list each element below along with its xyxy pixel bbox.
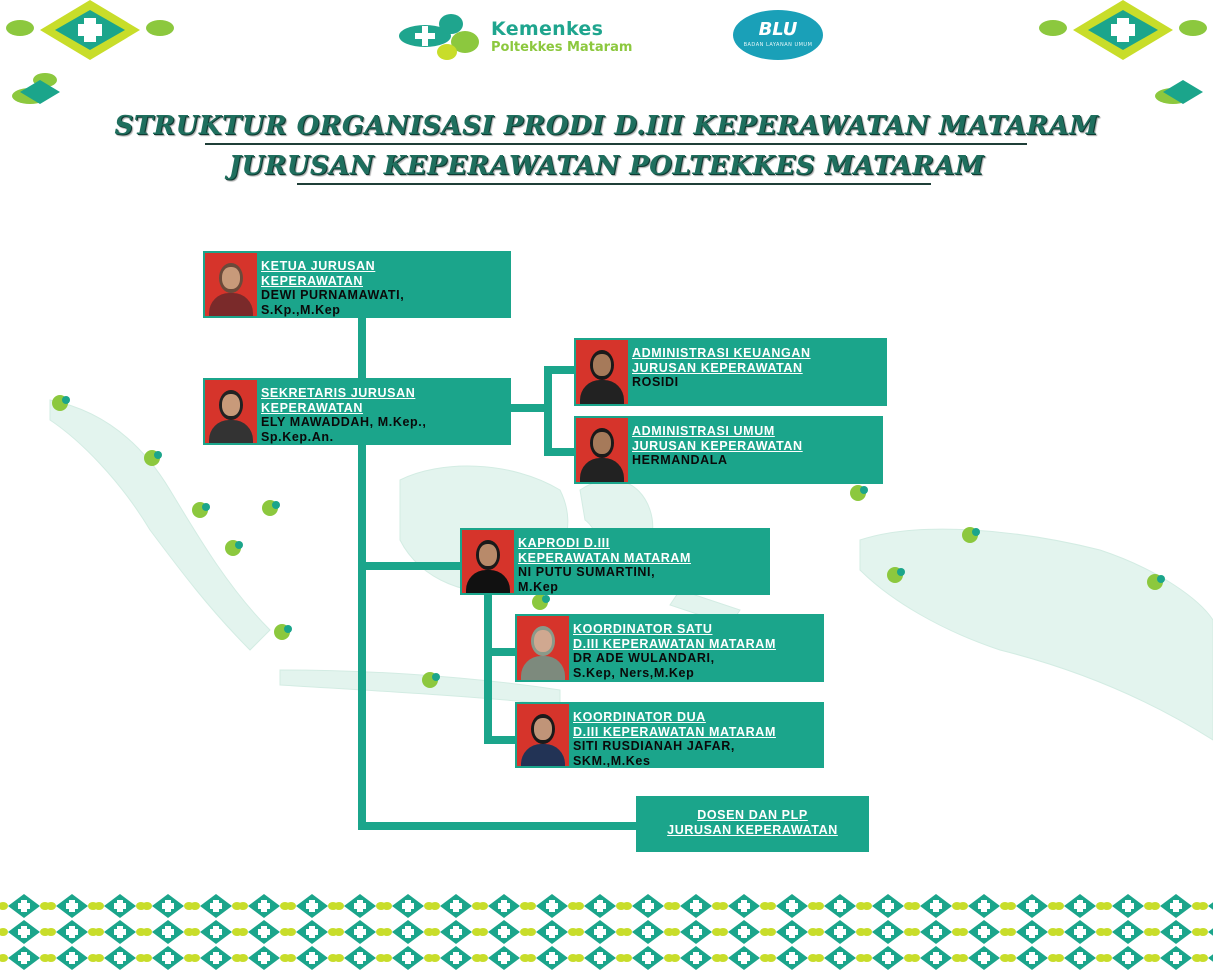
node-administrasi-umum	[574, 416, 883, 484]
person-photo-icon	[205, 253, 257, 316]
node-ketua-jurusan	[203, 251, 511, 318]
node-role: SEKRETARIS JURUSAN	[261, 386, 416, 400]
node-role: KAPRODI D.III	[518, 536, 610, 550]
connector-admin-vertical	[544, 366, 552, 456]
node-person-name: NI PUTU SUMARTINI,	[518, 565, 656, 579]
node-administrasi-keuangan	[574, 338, 887, 406]
connector-adm-umum	[544, 448, 576, 456]
corner-ornament-icon	[1033, 0, 1213, 110]
footer-ornament-pattern	[0, 893, 1213, 971]
connector-koordinator-vertical	[484, 592, 492, 744]
connector-adm-keuangan	[544, 366, 576, 374]
connector-koord1	[484, 648, 516, 656]
person-photo-icon	[576, 418, 628, 482]
node-person-name: S.Kep, Ners,M.Kep	[573, 665, 695, 680]
person-photo-icon	[517, 704, 569, 766]
connector-dosen	[358, 822, 636, 830]
logo-subtitle: Poltekkes Mataram	[491, 40, 633, 55]
connector-sekretaris-admin	[509, 404, 549, 412]
node-person-name: ELY MAWADDAH, M.Kep.,	[261, 415, 427, 429]
node-role: KEPERAWATAN	[261, 400, 363, 415]
node-role: D.III KEPERAWATAN MATARAM	[573, 636, 776, 651]
page-title-line1: STRUKTUR ORGANISASI PRODI D.III KEPERAWATAN MATARAM	[114, 111, 1099, 141]
node-person-name: Sp.Kep.An.	[261, 429, 334, 444]
person-photo-icon	[205, 380, 257, 443]
connector-koord2	[484, 736, 516, 744]
node-person-name: ROSIDI	[632, 375, 679, 389]
person-photo-icon	[517, 616, 569, 680]
node-person-name: SKM.,M.Kes	[573, 753, 651, 768]
person-photo-icon	[576, 340, 628, 404]
node-dosen-plp	[636, 796, 869, 852]
kemenkes-logo	[395, 10, 695, 62]
node-person-name: HERMANDALA	[632, 453, 728, 467]
person-photo-icon	[462, 530, 514, 593]
node-kaprodi	[460, 528, 770, 595]
node-role: KOORDINATOR SATU	[573, 622, 713, 636]
node-role: ADMINISTRASI UMUM	[632, 424, 775, 438]
node-role: KOORDINATOR DUA	[573, 710, 706, 724]
page-title-line2: JURUSAN KEPERAWATAN POLTEKKES MATARAM	[228, 151, 985, 181]
node-sekretaris-jurusan	[203, 378, 511, 445]
node-role: ADMINISTRASI KEUANGAN	[632, 346, 811, 360]
node-person-name: M.Kep	[518, 579, 559, 594]
logo-title: Kemenkes	[491, 18, 604, 40]
node-role: KEPERAWATAN	[261, 273, 363, 288]
corner-ornament-icon	[0, 0, 180, 110]
node-person-name: SITI RUSDIANAH JAFAR,	[573, 739, 735, 753]
node-role: JURUSAN KEPERAWATAN	[667, 822, 838, 837]
node-role: KETUA JURUSAN	[261, 259, 376, 273]
node-role: JURUSAN KEPERAWATAN	[632, 438, 803, 453]
blu-logo-icon	[733, 10, 823, 60]
node-koordinator-dua	[515, 702, 824, 768]
node-koordinator-satu	[515, 614, 824, 682]
node-person-name: S.Kp.,M.Kep	[261, 302, 341, 317]
node-role: JURUSAN KEPERAWATAN	[632, 360, 803, 375]
node-role: D.III KEPERAWATAN MATARAM	[573, 724, 776, 739]
title-underline	[205, 143, 1027, 145]
blu-logo-subtext: BADAN LAYANAN UMUM	[743, 42, 813, 48]
node-role: KEPERAWATAN MATARAM	[518, 550, 691, 565]
node-role: DOSEN DAN PLP	[697, 808, 808, 822]
blu-logo-text: BLU	[758, 19, 798, 40]
node-person-name: DEWI PURNAMAWATI,	[261, 288, 405, 302]
title-underline	[297, 183, 931, 185]
kemenkes-logo-icon	[395, 10, 487, 62]
connector-kaprodi	[358, 562, 462, 570]
node-person-name: DR ADE WULANDARI,	[573, 651, 715, 665]
